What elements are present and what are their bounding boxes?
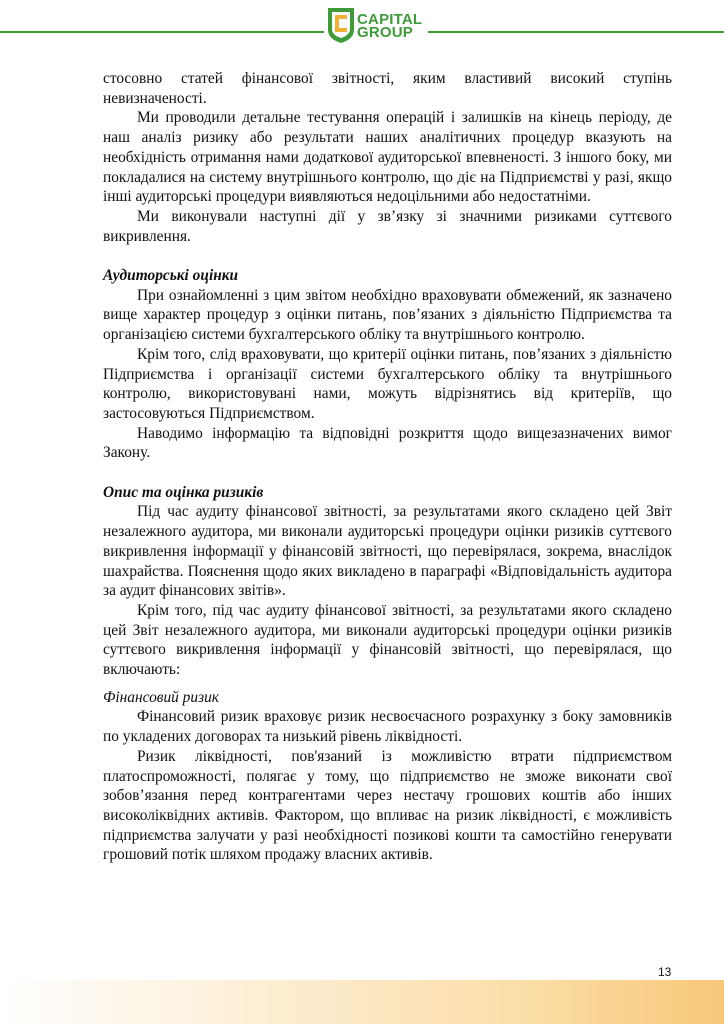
logo-text-line1: CAPITAL	[357, 11, 423, 28]
paragraph: Ми проводили детальне тестування операцій і залишків на кінець періоду, де наш аналіз ризику або результати наших аналітичних процедур вказують на необхідність отримання нами додаткової аудиторської впевненості. З іншого боку, ми покладалися на систему внутрішнього контролю, що діє на Підприємстві у разі, якщо інші аудиторські процедури виявляються недоцільними або недостатніми.	[103, 109, 672, 206]
paragraph: Ми виконували наступні дії у зв’язку зі значними ризиками суттєвого викривлення.	[103, 207, 672, 245]
paragraph: Ризик ліквідності, пов'язаний із можливістю втрати підприємством платоспроможності, полягає у тому, що підприємство не зможе виконати свої зобов’язання перед контрагентами через нестачу грошових коштів або інших високоліквідних активів. Фактором, що впливає на ризик ліквідності, є можливість підприємства залучати у разі необхідності позикові кошти та самостійно генерувати грошовий потік шляхом продажу власних активів.	[103, 747, 672, 864]
shield-logo-icon	[326, 6, 356, 44]
paragraph: Крім того, під час аудиту фінансової звітності, за результатами якого складено цей Звіт незалежного аудитора, ми виконали аудиторські процедури оцінки ризиків суттєвого викривлення інформації у фінансовій звітності, що перевірялася, що включають:	[103, 601, 672, 679]
document-body	[103, 69, 672, 865]
page-number: 13	[658, 965, 672, 979]
paragraph: Крім того, слід враховувати, що критерії оцінки питань, пов’язаних з діяльністю Підприємства і організації системи бухгалтерського обліку та внутрішнього контролю, використовувані нами, можуть відрізнятись від критеріїв, що застосовуються Підприємством.	[103, 345, 672, 422]
company-logo	[324, 4, 428, 48]
section-heading: Опис та оцінка ризиків	[103, 483, 264, 501]
paragraph: Фінансовий ризик враховує ризик несвоєчасного розрахунку з боку замовників по укладених договорах та низький рівень ліквідності.	[103, 708, 672, 746]
paragraph: стосовно статей фінансової звітності, яким властивий високий ступінь невизначеності.	[103, 70, 672, 107]
section-heading: Аудиторські оцінки	[103, 267, 239, 285]
logo-text-line2: GROUP	[357, 24, 414, 41]
paragraph: Наводимо інформацію та відповідні розкриття щодо вищезазначених вимог Закону.	[103, 424, 672, 462]
footer-gradient-band	[0, 980, 724, 1024]
paragraph: При ознайомленні з цим звітом необхідно враховувати обмежений, як зазначено вище характер процедур з оцінки питань, пов’язаних з діяльністю Підприємства та організацією системи бухгалтерського обліку та внутрішнього контролю.	[103, 286, 672, 344]
paragraph: Під час аудиту фінансової звітності, за результатами якого складено цей Звіт незалежного аудитора, ми виконали аудиторські процедури оцінки ризиків суттєвого викривлення інформації у фінансовій звітності, що перевірялася, зокрема, внаслідок шахрайства. Пояснення щодо яких викладено в параграфі «Відповідальність аудитора за аудит фінансових звітів».	[103, 503, 672, 600]
subsection-heading: Фінансовий ризик	[103, 688, 219, 706]
